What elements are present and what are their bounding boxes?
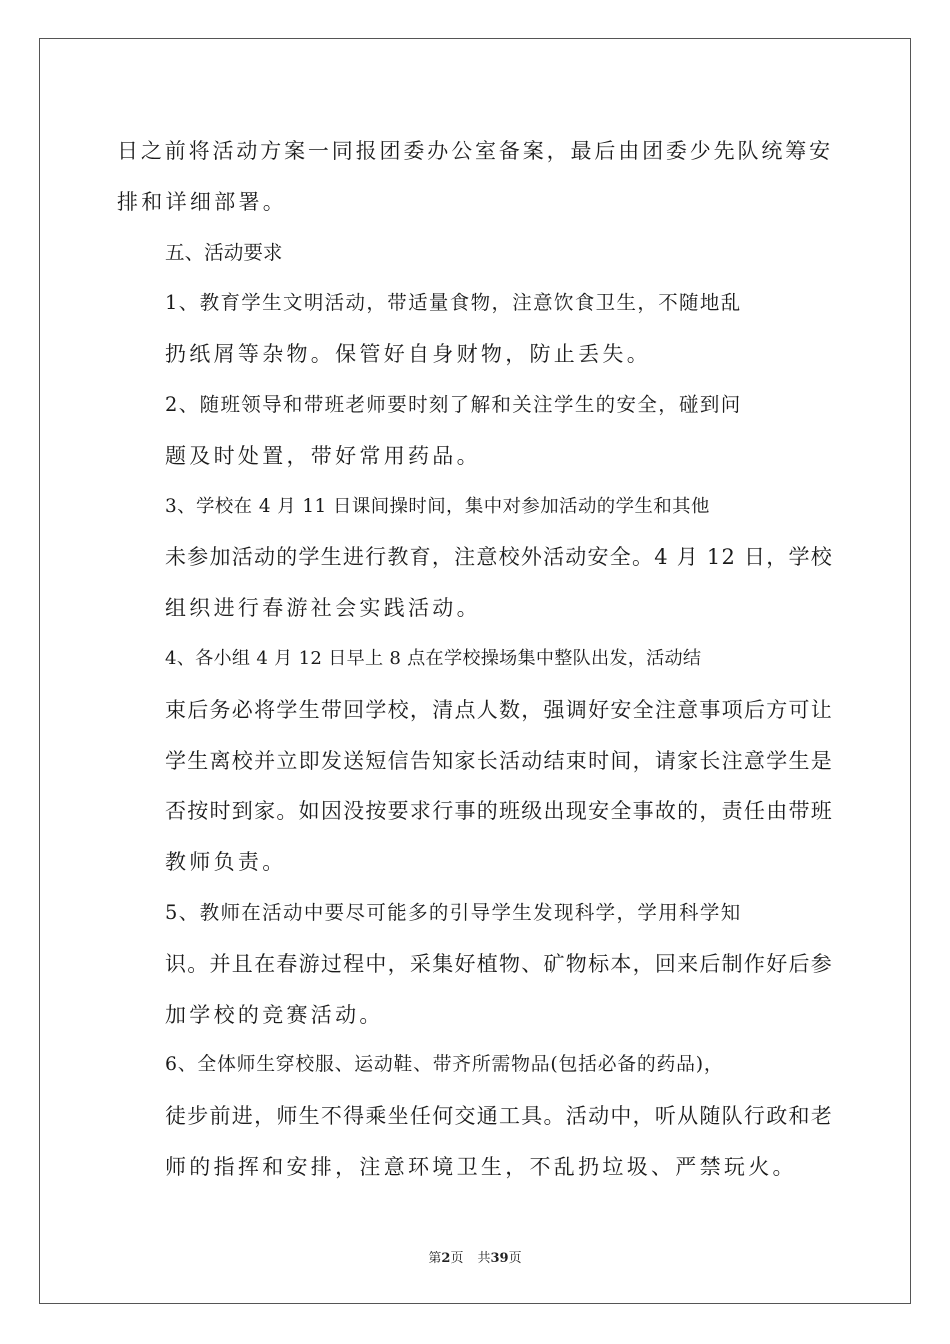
- paragraph: [117, 228, 833, 279]
- text-line: 否按时到家。如因没按要求行事的班级出现安全事故的，责任由带班: [165, 799, 833, 824]
- text-line: 1、教育学生文明活动，带适量食物，注意饮食卫生，不随地乱: [165, 291, 742, 315]
- text-line: 束后务必将学生带回学校，清点人数，强调好安全注意事项后方可让: [165, 697, 833, 722]
- text-line: 2、随班领导和带班老师要时刻了解和关注学生的安全，碰到问: [165, 392, 742, 416]
- paragraph: [117, 888, 833, 1040]
- paragraph: [117, 380, 833, 482]
- text-line: 识。并且在春游过程中，采集好植物、矿物标本，回来后制作好后参: [165, 951, 833, 976]
- paragraph: [117, 634, 833, 888]
- text-line: 排和详细部署。: [117, 189, 288, 214]
- total-pages-number: 39: [490, 1251, 509, 1266]
- paragraph: [117, 1040, 833, 1192]
- text-line: 组织进行春游社会实践活动。: [165, 596, 481, 621]
- document-body: [117, 126, 833, 1193]
- page-suffix: 页: [450, 1251, 464, 1266]
- text-line: 教师负责。: [165, 850, 287, 875]
- text-line: 3、学校在 4 月 11 日课间操时间，集中对参加活动的学生和其他: [165, 495, 710, 517]
- text-line: 题及时处置，带好常用药品。: [165, 443, 481, 468]
- text-line: 五、活动要求: [165, 240, 283, 264]
- text-line: 5、教师在活动中要尽可能多的引导学生发现科学，学用科学知: [165, 900, 742, 924]
- text-line: 徒步前进，师生不得乘坐任何交通工具。活动中，听从随队行政和老: [165, 1104, 833, 1129]
- text-line: 未参加活动的学生进行教育，注意校外活动安全。4 月 12 日，学校: [165, 545, 834, 570]
- text-line: 扔纸屑等杂物。保管好自身财物，防止丢失。: [165, 342, 651, 367]
- total-prefix: 共: [477, 1251, 491, 1266]
- paragraph: [117, 126, 833, 228]
- total-suffix: 页: [508, 1251, 522, 1266]
- page-prefix: 第: [428, 1251, 442, 1266]
- text-line: 学生离校并立即发送短信告知家长活动结束时间，请家长注意学生是: [165, 748, 833, 773]
- current-page-number: 2: [441, 1251, 451, 1266]
- paragraph: [117, 278, 833, 380]
- text-line: 加学校的竞赛活动。: [165, 1002, 384, 1027]
- paragraph: [117, 482, 833, 634]
- text-line: 师的指挥和安排，注意环境卫生，不乱扔垃圾、严禁玩火。: [165, 1154, 797, 1179]
- text-line: 日之前将活动方案一同报团委办公室备案，最后由团委少先队统筹安: [117, 139, 833, 163]
- text-line: 4、各小组 4 月 12 日早上 8 点在学校操场集中整队出发，活动结: [165, 647, 702, 669]
- text-line: 6、全体师生穿校服、运动鞋、带齐所需物品(包括必备的药品)，: [165, 1054, 724, 1076]
- page-footer: [0, 1247, 950, 1266]
